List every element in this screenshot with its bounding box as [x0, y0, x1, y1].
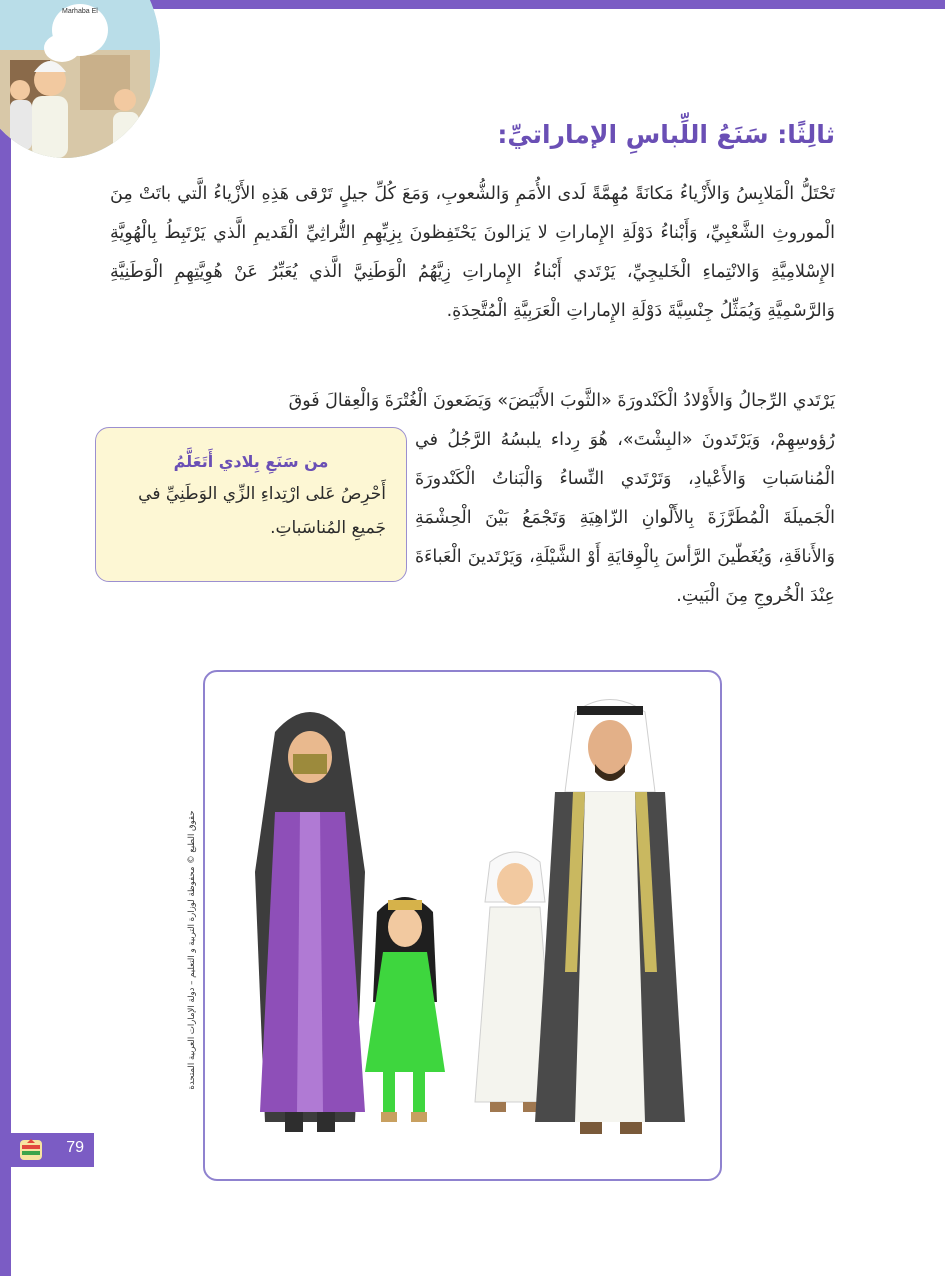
children-greeting-illustration	[0, 0, 160, 158]
girl-figure	[365, 897, 445, 1122]
copyright-text: حقوق الطبع © محفوظة لوزارة التربية و التعليم – دولة الإمارات العربية المتحدة	[187, 810, 197, 1090]
book-logo-icon	[19, 1137, 43, 1163]
speech-bubble-label: Marhaba El	[62, 8, 98, 15]
woman-figure	[255, 712, 365, 1132]
paragraph-clothing-line1: يَرْتَدي الرِّجالُ وَالأَوْلادُ الْكَنْدورَةَ «الثَّوبَ الأَبْيَضَ» وَيَضَعونَ الْغُتْرَةَ وَالْعِقالَ فَوقَ	[288, 391, 835, 411]
top-accent-bar	[150, 0, 945, 9]
paragraph-clothing-rest: رُؤوسِهِمْ، وَيَرْتَدونَ «البِشْتَ»، هُوَ رِداء يلبسُهُ الرَّجُلُ في الْمُناسَباتِ وَالأَعْيادِ، وَتَرْتَدي النِّساءُ وَالْبَناتُ الْكَنْدورَةَ الْجَميلَةَ الْمُطَرَّزَةَ بِالأَلْوانِ الزّاهِيَةِ وَتَجْمَعُ بَيْنَ الْحِشْمَةِ وَالأَناقَةِ، وَيُغَطّينَ الرَّأسَ بِالْوِقايَةِ أَوْ الشَّيْلَةِ، وَيَرْتَدينَ الْعَباءَةَ عِنْدَ الْخُروجِ مِنَ الْبَيتِ.	[415, 430, 835, 606]
corner-illustration	[0, 0, 160, 158]
family-illustration-frame	[203, 670, 722, 1181]
left-accent-bar	[0, 0, 11, 1276]
paragraph-intro: تَحْتَلُّ الْمَلابِسُ وَالأَزْياءُ مَكانَةً مُهِمَّةً لَدى الأُمَمِ وَالشُّعوبِ، وَمَعَ كُلِّ جيلٍ تَرْقى هَذِهِ الأَزْياءُ الَّتي باتَتْ مِنَ الْموروثِ الشَّعْبِيِّ، وَأَبْناءُ دَوْلَةِ الإِماراتِ لا يَزالونَ يَحْتَفِظونَ بِزِيِّهِمِ التُّراثِيِّ الْقَديمِ الَّذي يَرْتَبِطُ بِالْهُوِيَّةِ الإِسْلامِيَّةِ وَالانْتِماءِ الْخَليجِيِّ، يَرْتَدي أَبْناءُ الإِماراتِ زِيَّهُمُ الْوَطَنِيَّ الَّذي يُعَبِّرُ عَنْ هُوِيَّتِهِمِ الْوَطَنِيَّةِ وَالرَّسْمِيَّةِ وَيُمَثِّلُ جِنْسِيَّةَ دَوْلَةِ الإِماراتِ الْعَرَبِيَّةِ الْمُتَّحِدَةِ.	[110, 184, 835, 321]
learn-box-title: من سَنَعِ بِلادي أَتَعَلَّمُ	[173, 452, 329, 471]
learn-from-my-country-box	[95, 427, 407, 582]
page-number-tab	[11, 1133, 94, 1167]
learn-box-text: أَحْرِصُ عَلى ارْتِداءِ الزِّي الوَطَنِيِّ في جَميعِ المُناسَباتِ.	[138, 484, 386, 538]
man-figure	[535, 700, 685, 1135]
page-number: 79	[66, 1139, 84, 1156]
section-title: ثالِثًا: سَنَعُ اللِّباسِ الإماراتيِّ:	[497, 120, 835, 149]
emirati-family-illustration	[205, 672, 722, 1181]
